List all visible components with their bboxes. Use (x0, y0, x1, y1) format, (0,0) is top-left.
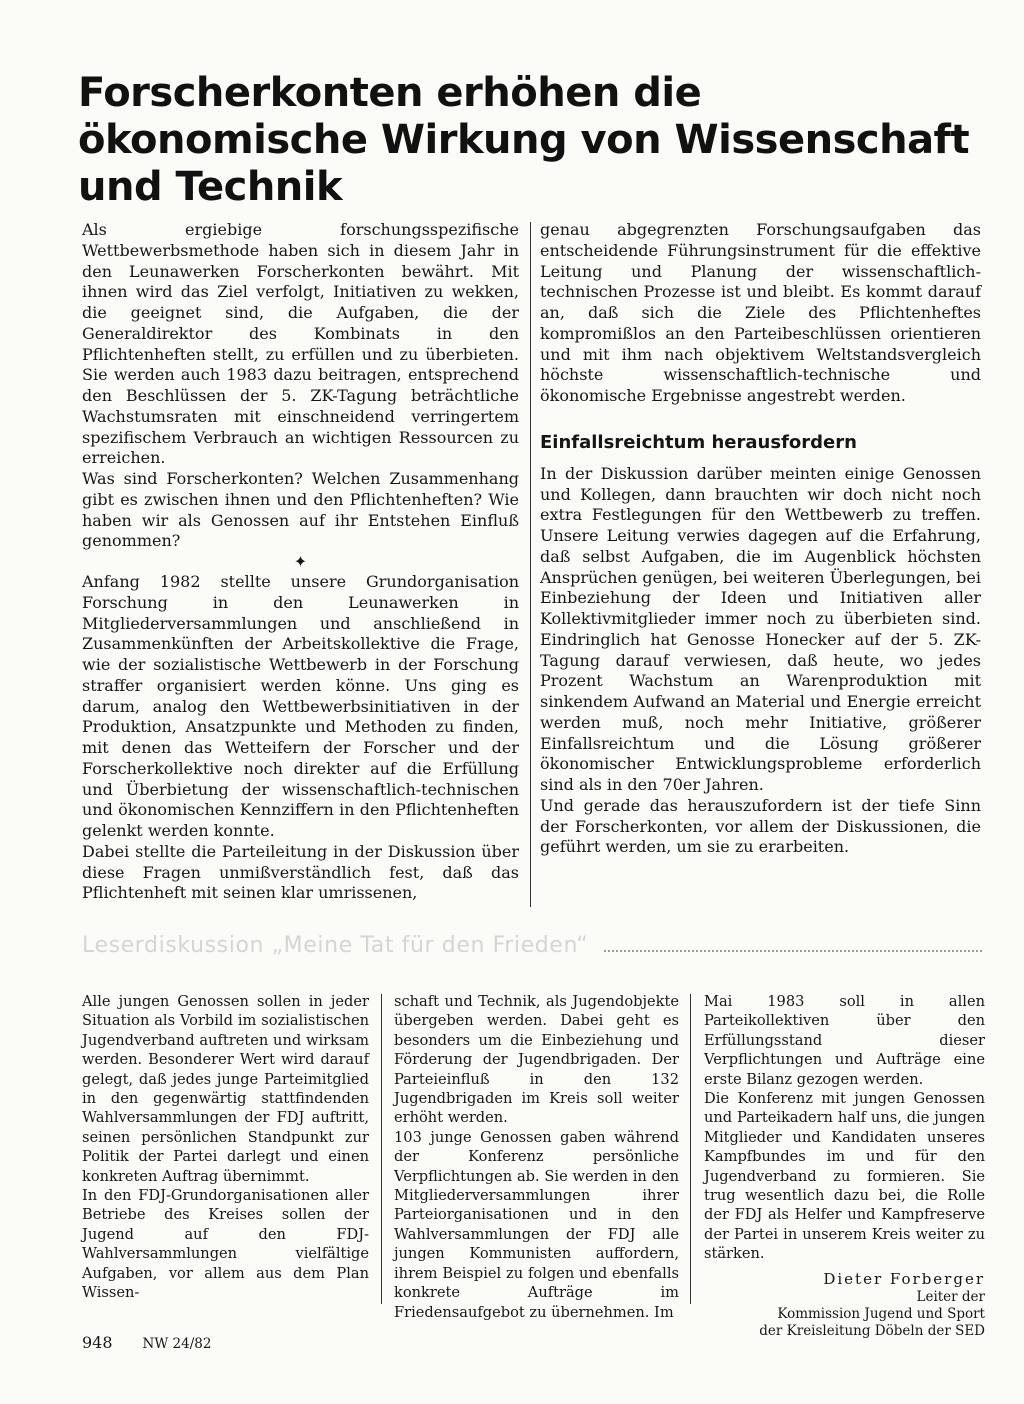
section-divider-icon: ✦ (293, 552, 308, 571)
letter-column-3 (704, 992, 985, 1340)
page-footer (82, 1333, 211, 1352)
author-role: der Kreisleitung Döbeln der SED (759, 1323, 985, 1340)
author-role: Leiter der (916, 1289, 985, 1306)
paragraph: schaft und Technik, als Jugendobjekte übergeben werden. Dabei geht es besonders um die Einbeziehung und Förderung der Jugendbrigaden. Der Parteieinfluß in den 132 Jugendbrigaden im Kreis soll weiter erhöht werden. (394, 993, 679, 1127)
letter-column-2 (394, 992, 679, 1322)
author-signature (704, 1270, 985, 1340)
column-divider (381, 994, 382, 1304)
page-number: 948 (82, 1333, 113, 1352)
paragraph: Und gerade das herauszufordern ist der tiefe Sinn der Forscherkonten, vor allem der Diskussionen, die geführt werden, um sie zu erarbeiten. (540, 795, 981, 857)
author-name: Dieter Forberger (823, 1269, 985, 1288)
paragraph: Was sind Forscherkonten? Welchen Zusammenhang gibt es zwischen ihnen und den Pflichtenheften? Wie haben wir als Genossen auf ihr Entstehen Einfluß genommen? (82, 469, 519, 551)
column-divider (690, 994, 691, 1304)
author-role: Kommission Jugend und Sport (777, 1306, 985, 1323)
paragraph: 103 junge Genossen gaben während der Konferenz persönliche Verpflichtungen ab. Sie werden in den Mitgliederversammlungen ihrer Parteiorganisationen und in den Wahlversammlungen der FDJ alle jungen Kommunisten auffordern, ihrem Beispiel zu folgen und ebenfalls konkrete Aufträge im Friedensaufgebot zu übernehmen. Im (394, 1128, 679, 1321)
article-column-left (82, 220, 519, 904)
paragraph: Anfang 1982 stellte unsere Grundorganisation Forschung in den Leunawerken in Mitgliederversammlungen und anschließend in Zusammenkünften der Arbeitskollektive die Frage, wie der sozialistische Wettbewerb in der Forschung straffer organisiert werden könne. Uns ging es darum, analog den Wettbewerbsinitiativen in der Produktion, Ansatzpunkte und Methoden zu finden, mit denen das Wetteifern der Forscher und der Forscherkollektive noch direkter auf die Erfüllung und Überbietung der wissenschaftlich-technischen und ökonomischen Kennziffern in den Pflichtenheften gelenkt werden konnte. (82, 572, 519, 840)
paragraph: genau abgegrenzten Forschungsaufgaben das entscheidende Führungsinstrument für die effektive Leitung und Planung der wissenschaftlich-technischen Prozesse ist und bleibt. Es kommt darauf an, daß sich die Ziele des Pflichtenheftes kompromißlos an den Parteibeschlüssen orientieren und mit ihm nach objektivem Weltstandsvergleich höchste wissenschaftlich-technische und ökonomische Ergebnisse angestrebt werden. (540, 220, 981, 405)
reader-discussion-header (82, 928, 982, 958)
paragraph: In der Diskussion darüber meinten einige Genossen und Kollegen, dann brauchten wir doch nicht noch extra Festlegungen für den Wettbewerb zu treffen. Unsere Leitung verwies dagegen auf die Erfahrung, daß selbst Aufgaben, die im Augenblick höchsten Ansprüchen genügen, bei weiteren Überlegungen, bei Einbeziehung der Ideen und Initiativen aller Kollektivmitglieder immer noch zu überbieten sind. Eindringlich hat Genosse Honecker auf der 5. ZK-Tagung darauf verwiesen, daß heute, wo jedes Prozent Wachstum an Warenproduktion mit sinkendem Aufwand an Material und Energie erreicht werden muß, noch mehr Initiative, größerer Einfallsreichtum und die Lösung größerer ökonomischer Entwicklungsprobleme erforderlich sind als in den 70er Jahren. (540, 463, 981, 794)
dotted-rule (604, 950, 982, 952)
letter-column-1 (82, 992, 369, 1303)
column-divider (530, 222, 531, 907)
paragraph: Die Konferenz mit jungen Genossen und Parteikadern half uns, die jungen Mitglieder und Kandidaten unseres Kampfbundes im und für den Jugendverband zu formieren. Sie trug wesentlich dazu bei, die Rolle der FDJ als Helfer und Kampfreserve der Partei in unserem Kreis weiter zu stärken. (704, 1090, 985, 1263)
paragraph: Dabei stellte die Parteileitung in der Diskussion über diese Fragen unmißverständlich fest, daß das Pflichtenheft mit seinen klar umrissenen, (82, 841, 519, 903)
paragraph: Mai 1983 soll in allen Parteikollektiven über den Erfüllungsstand dieser Verpflichtungen und Aufträge eine erste Bilanz gezogen werden. (704, 993, 985, 1088)
paragraph: In den FDJ-Grundorganisationen aller Betriebe des Kreises sollen der Jugend auf den FDJ-Wahlversammlungen vielfältige Aufgaben, vor allem aus dem Plan Wissen- (82, 1187, 369, 1302)
reader-discussion-title: Leserdiskussion „Meine Tat für den Frieden“ (82, 933, 589, 958)
paragraph: Als ergiebige forschungsspezifische Wettbewerbsmethode haben sich in diesem Jahr in den Leunawerken Forscherkonten bewährt. Mit ihnen wird das Ziel verfolgt, Initiativen zu wekken, die geeignet sind, die Aufgaben, die der Generaldirektor des Kombinats in den Pflichtenheften stellt, zu erfüllen und zu überbieten. Sie werden auch 1983 dazu beitragen, entsprechend den Beschlüssen der 5. ZK-Tagung beträchtliche Wachstumsraten mit einschneidend verringertem spezifischem Verbrauch an wichtigen Ressourcen zu erreichen. (82, 220, 519, 468)
subheading: Einfallsreichtum herausfordern (540, 431, 857, 453)
paragraph: Alle jungen Genossen sollen in jeder Situation als Vorbild im sozialistischen Jugendverband auftreten und wirksam werden. Besonderer Wert wird darauf gelegt, daß jedes junge Parteimitglied in den gegenwärtig stattfindenden Wahlversammlungen der FDJ auftritt, seinen persönlichen Standpunkt zur Politik der Partei darlegt und einen konkreten Auftrag übernimmt. (82, 993, 369, 1185)
article-column-right (540, 220, 981, 858)
issue-label: NW 24/82 (142, 1336, 212, 1352)
article-title: Forscherkonten erhöhen die ökonomische Wirkung von Wissenschaft und Technik (78, 70, 970, 210)
